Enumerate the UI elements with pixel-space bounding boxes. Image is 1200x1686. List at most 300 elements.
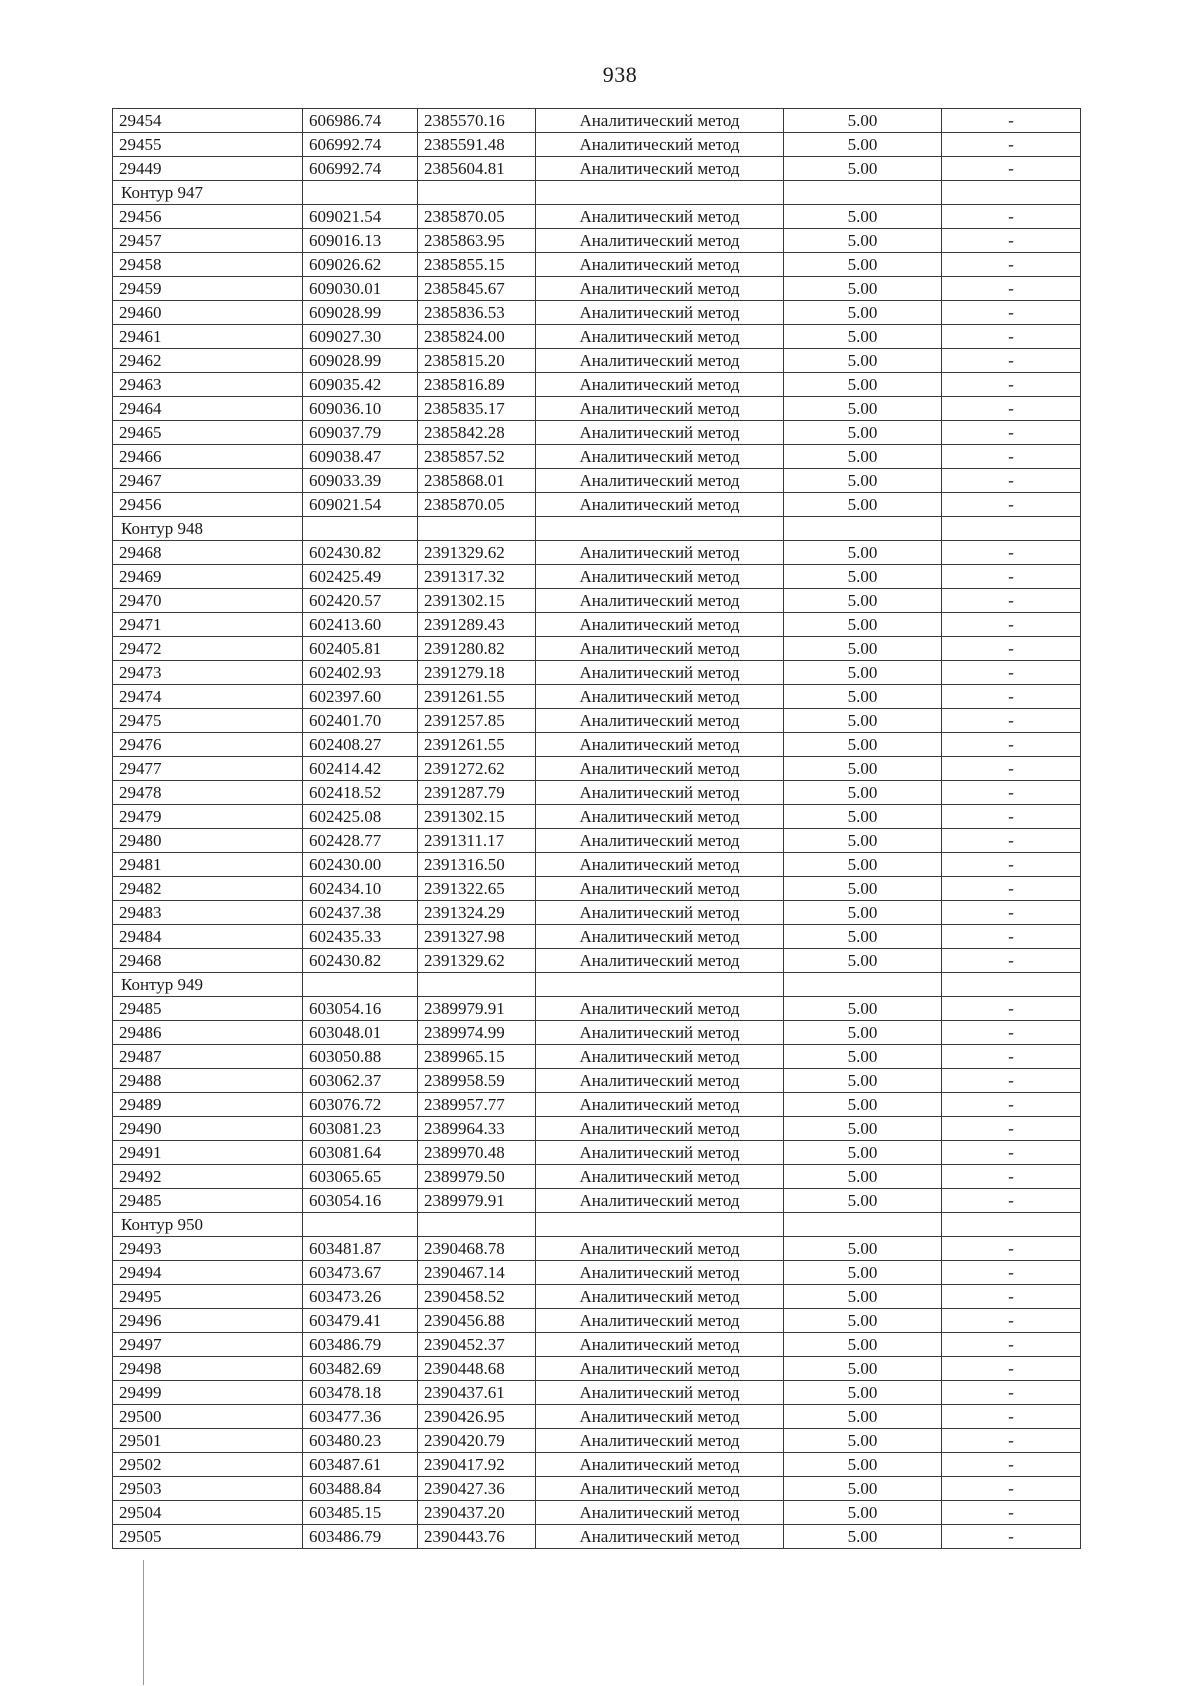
accuracy-cell: 5.00 [784,733,942,757]
accuracy-cell: 5.00 [784,949,942,973]
x-coordinate-cell: 602435.33 [303,925,418,949]
description-cell: - [942,229,1081,253]
description-cell: - [942,1069,1081,1093]
method-cell: Аналитический метод [536,1357,784,1381]
method-cell: Аналитический метод [536,829,784,853]
method-cell: Аналитический метод [536,277,784,301]
point-id-cell: 29474 [113,685,303,709]
description-cell: - [942,373,1081,397]
y-coordinate-cell: 2385824.00 [418,325,536,349]
table-row [113,1069,1081,1093]
method-cell: Аналитический метод [536,1261,784,1285]
x-coordinate-cell: 603054.16 [303,1189,418,1213]
table-row [113,1237,1081,1261]
description-cell: - [942,997,1081,1021]
point-id-cell: 29495 [113,1285,303,1309]
method-cell: Аналитический метод [536,1021,784,1045]
description-cell: - [942,685,1081,709]
method-cell: Аналитический метод [536,877,784,901]
table-row [113,1405,1081,1429]
y-coordinate-cell: 2389958.59 [418,1069,536,1093]
accuracy-cell: 5.00 [784,325,942,349]
point-id-cell: 29473 [113,661,303,685]
x-coordinate-cell: 606992.74 [303,157,418,181]
table-row [113,1285,1081,1309]
empty-cell [942,973,1081,997]
point-id-cell: 29480 [113,829,303,853]
description-cell: - [942,1165,1081,1189]
accuracy-cell: 5.00 [784,1357,942,1381]
accuracy-cell: 5.00 [784,637,942,661]
table-row [113,421,1081,445]
method-cell: Аналитический метод [536,157,784,181]
accuracy-cell: 5.00 [784,781,942,805]
y-coordinate-cell: 2385845.67 [418,277,536,301]
table-row [113,1525,1081,1549]
table-row [113,1333,1081,1357]
table-row [113,1189,1081,1213]
description-cell: - [942,133,1081,157]
description-cell: - [942,1525,1081,1549]
empty-cell [942,517,1081,541]
point-id-cell: 29462 [113,349,303,373]
y-coordinate-cell: 2391287.79 [418,781,536,805]
point-id-cell: 29501 [113,1429,303,1453]
method-cell: Аналитический метод [536,1381,784,1405]
accuracy-cell: 5.00 [784,205,942,229]
method-cell: Аналитический метод [536,229,784,253]
contour-label: Контур 949 [113,973,303,997]
coordinates-table-body [113,109,1081,1549]
method-cell: Аналитический метод [536,1165,784,1189]
method-cell: Аналитический метод [536,301,784,325]
table-row [113,1357,1081,1381]
point-id-cell: 29463 [113,373,303,397]
y-coordinate-cell: 2385863.95 [418,229,536,253]
x-coordinate-cell: 609028.99 [303,349,418,373]
description-cell: - [942,1285,1081,1309]
description-cell: - [942,1261,1081,1285]
method-cell: Аналитический метод [536,1405,784,1429]
y-coordinate-cell: 2389957.77 [418,1093,536,1117]
method-cell: Аналитический метод [536,661,784,685]
y-coordinate-cell: 2389979.91 [418,997,536,1021]
x-coordinate-cell: 603481.87 [303,1237,418,1261]
accuracy-cell: 5.00 [784,685,942,709]
table-row [113,1165,1081,1189]
description-cell: - [942,541,1081,565]
method-cell: Аналитический метод [536,805,784,829]
point-id-cell: 29484 [113,925,303,949]
y-coordinate-cell: 2391316.50 [418,853,536,877]
y-coordinate-cell: 2385815.20 [418,349,536,373]
accuracy-cell: 5.00 [784,997,942,1021]
accuracy-cell: 5.00 [784,397,942,421]
accuracy-cell: 5.00 [784,1189,942,1213]
accuracy-cell: 5.00 [784,253,942,277]
table-row [113,325,1081,349]
description-cell: - [942,1381,1081,1405]
y-coordinate-cell: 2391257.85 [418,709,536,733]
description-cell: - [942,709,1081,733]
x-coordinate-cell: 602402.93 [303,661,418,685]
table-row [113,877,1081,901]
method-cell: Аналитический метод [536,733,784,757]
description-cell: - [942,877,1081,901]
description-cell: - [942,469,1081,493]
page-number: 938 [602,62,638,87]
point-id-cell: 29491 [113,1141,303,1165]
method-cell: Аналитический метод [536,997,784,1021]
accuracy-cell: 5.00 [784,805,942,829]
point-id-cell: 29470 [113,589,303,613]
empty-cell [784,517,942,541]
method-cell: Аналитический метод [536,685,784,709]
accuracy-cell: 5.00 [784,1237,942,1261]
description-cell: - [942,397,1081,421]
contour-header-row [113,973,1081,997]
description-cell: - [942,637,1081,661]
method-cell: Аналитический метод [536,349,784,373]
method-cell: Аналитический метод [536,1501,784,1525]
x-coordinate-cell: 603054.16 [303,997,418,1021]
table-row [113,613,1081,637]
x-coordinate-cell: 603479.41 [303,1309,418,1333]
accuracy-cell: 5.00 [784,1069,942,1093]
x-coordinate-cell: 609027.30 [303,325,418,349]
description-cell: - [942,565,1081,589]
method-cell: Аналитический метод [536,253,784,277]
table-row [113,1261,1081,1285]
description-cell: - [942,1021,1081,1045]
description-cell: - [942,301,1081,325]
method-cell: Аналитический метод [536,709,784,733]
accuracy-cell: 5.00 [784,373,942,397]
description-cell: - [942,421,1081,445]
table-row [113,997,1081,1021]
y-coordinate-cell: 2390443.76 [418,1525,536,1549]
accuracy-cell: 5.00 [784,565,942,589]
y-coordinate-cell: 2390456.88 [418,1309,536,1333]
accuracy-cell: 5.00 [784,661,942,685]
y-coordinate-cell: 2391261.55 [418,685,536,709]
y-coordinate-cell: 2385816.89 [418,373,536,397]
table-row [113,1429,1081,1453]
x-coordinate-cell: 603477.36 [303,1405,418,1429]
point-id-cell: 29492 [113,1165,303,1189]
contour-header-row [113,517,1081,541]
y-coordinate-cell: 2391289.43 [418,613,536,637]
point-id-cell: 29493 [113,1237,303,1261]
point-id-cell: 29466 [113,445,303,469]
table-row [113,781,1081,805]
x-coordinate-cell: 609021.54 [303,205,418,229]
y-coordinate-cell: 2385835.17 [418,397,536,421]
description-cell: - [942,1333,1081,1357]
accuracy-cell: 5.00 [784,853,942,877]
y-coordinate-cell: 2390467.14 [418,1261,536,1285]
x-coordinate-cell: 602430.82 [303,949,418,973]
description-cell: - [942,157,1081,181]
table-row [113,133,1081,157]
method-cell: Аналитический метод [536,757,784,781]
accuracy-cell: 5.00 [784,1117,942,1141]
empty-cell [303,1213,418,1237]
coordinates-table [112,108,1081,1549]
table-row [113,397,1081,421]
x-coordinate-cell: 609026.62 [303,253,418,277]
method-cell: Аналитический метод [536,397,784,421]
table-row [113,949,1081,973]
y-coordinate-cell: 2391317.32 [418,565,536,589]
accuracy-cell: 5.00 [784,469,942,493]
y-coordinate-cell: 2391261.55 [418,733,536,757]
y-coordinate-cell: 2391327.98 [418,925,536,949]
table-row [113,1093,1081,1117]
accuracy-cell: 5.00 [784,901,942,925]
accuracy-cell: 5.00 [784,277,942,301]
point-id-cell: 29456 [113,205,303,229]
accuracy-cell: 5.00 [784,1261,942,1285]
description-cell: - [942,1237,1081,1261]
accuracy-cell: 5.00 [784,1429,942,1453]
y-coordinate-cell: 2390458.52 [418,1285,536,1309]
description-cell: - [942,613,1081,637]
y-coordinate-cell: 2385570.16 [418,109,536,133]
x-coordinate-cell: 603473.67 [303,1261,418,1285]
table-row [113,229,1081,253]
x-coordinate-cell: 603485.15 [303,1501,418,1525]
description-cell: - [942,757,1081,781]
description-cell: - [942,829,1081,853]
y-coordinate-cell: 2390452.37 [418,1333,536,1357]
x-coordinate-cell: 603048.01 [303,1021,418,1045]
accuracy-cell: 5.00 [784,445,942,469]
point-id-cell: 29502 [113,1453,303,1477]
x-coordinate-cell: 603488.84 [303,1477,418,1501]
method-cell: Аналитический метод [536,613,784,637]
y-coordinate-cell: 2390437.61 [418,1381,536,1405]
y-coordinate-cell: 2385868.01 [418,469,536,493]
description-cell: - [942,1309,1081,1333]
y-coordinate-cell: 2385604.81 [418,157,536,181]
accuracy-cell: 5.00 [784,1141,942,1165]
accuracy-cell: 5.00 [784,229,942,253]
method-cell: Аналитический метод [536,1141,784,1165]
table-row [113,805,1081,829]
point-id-cell: 29494 [113,1261,303,1285]
accuracy-cell: 5.00 [784,613,942,637]
y-coordinate-cell: 2390420.79 [418,1429,536,1453]
x-coordinate-cell: 603480.23 [303,1429,418,1453]
y-coordinate-cell: 2389979.91 [418,1189,536,1213]
accuracy-cell: 5.00 [784,133,942,157]
description-cell: - [942,1093,1081,1117]
table-row [113,685,1081,709]
x-coordinate-cell: 603076.72 [303,1093,418,1117]
x-coordinate-cell: 602397.60 [303,685,418,709]
table-row [113,901,1081,925]
accuracy-cell: 5.00 [784,925,942,949]
description-cell: - [942,589,1081,613]
point-id-cell: 29458 [113,253,303,277]
y-coordinate-cell: 2390426.95 [418,1405,536,1429]
y-coordinate-cell: 2391302.15 [418,805,536,829]
empty-cell [784,181,942,205]
accuracy-cell: 5.00 [784,1309,942,1333]
y-coordinate-cell: 2385870.05 [418,493,536,517]
x-coordinate-cell: 603050.88 [303,1045,418,1069]
point-id-cell: 29485 [113,1189,303,1213]
table-row [113,853,1081,877]
method-cell: Аналитический метод [536,925,784,949]
y-coordinate-cell: 2385857.52 [418,445,536,469]
point-id-cell: 29459 [113,277,303,301]
accuracy-cell: 5.00 [784,1093,942,1117]
accuracy-cell: 5.00 [784,709,942,733]
accuracy-cell: 5.00 [784,301,942,325]
x-coordinate-cell: 609035.42 [303,373,418,397]
x-coordinate-cell: 609038.47 [303,445,418,469]
table-row [113,205,1081,229]
empty-cell [418,1213,536,1237]
accuracy-cell: 5.00 [784,349,942,373]
table-row [113,109,1081,133]
table-row [113,373,1081,397]
x-coordinate-cell: 602414.42 [303,757,418,781]
description-cell: - [942,109,1081,133]
y-coordinate-cell: 2389965.15 [418,1045,536,1069]
table-row [113,589,1081,613]
method-cell: Аналитический метод [536,1069,784,1093]
empty-cell [303,517,418,541]
table-row [113,1117,1081,1141]
table-row [113,1045,1081,1069]
x-coordinate-cell: 603486.79 [303,1333,418,1357]
table-row [113,733,1081,757]
contour-header-row [113,1213,1081,1237]
contour-label: Контур 947 [113,181,303,205]
y-coordinate-cell: 2391280.82 [418,637,536,661]
x-coordinate-cell: 609028.99 [303,301,418,325]
point-id-cell: 29499 [113,1381,303,1405]
table-row [113,1477,1081,1501]
point-id-cell: 29486 [113,1021,303,1045]
table-row [113,445,1081,469]
method-cell: Аналитический метод [536,541,784,565]
y-coordinate-cell: 2391279.18 [418,661,536,685]
accuracy-cell: 5.00 [784,1501,942,1525]
table-row [113,1501,1081,1525]
description-cell: - [942,1357,1081,1381]
method-cell: Аналитический метод [536,421,784,445]
table-row [113,493,1081,517]
description-cell: - [942,1501,1081,1525]
method-cell: Аналитический метод [536,109,784,133]
method-cell: Аналитический метод [536,133,784,157]
description-cell: - [942,853,1081,877]
description-cell: - [942,1453,1081,1477]
x-coordinate-cell: 603065.65 [303,1165,418,1189]
y-coordinate-cell: 2391329.62 [418,949,536,973]
y-coordinate-cell: 2385870.05 [418,205,536,229]
x-coordinate-cell: 603486.79 [303,1525,418,1549]
table-row [113,301,1081,325]
table-row [113,157,1081,181]
x-coordinate-cell: 602420.57 [303,589,418,613]
point-id-cell: 29472 [113,637,303,661]
point-id-cell: 29456 [113,493,303,517]
description-cell: - [942,925,1081,949]
point-id-cell: 29469 [113,565,303,589]
method-cell: Аналитический метод [536,589,784,613]
x-coordinate-cell: 609030.01 [303,277,418,301]
x-coordinate-cell: 609021.54 [303,493,418,517]
method-cell: Аналитический метод [536,1237,784,1261]
point-id-cell: 29455 [113,133,303,157]
accuracy-cell: 5.00 [784,757,942,781]
empty-cell [303,973,418,997]
y-coordinate-cell: 2390427.36 [418,1477,536,1501]
x-coordinate-cell: 602413.60 [303,613,418,637]
description-cell: - [942,349,1081,373]
accuracy-cell: 5.00 [784,1453,942,1477]
point-id-cell: 29496 [113,1309,303,1333]
empty-cell [303,181,418,205]
description-cell: - [942,277,1081,301]
accuracy-cell: 5.00 [784,109,942,133]
point-id-cell: 29490 [113,1117,303,1141]
contour-label: Контур 948 [113,517,303,541]
point-id-cell: 29457 [113,229,303,253]
table-row [113,1021,1081,1045]
y-coordinate-cell: 2390448.68 [418,1357,536,1381]
point-id-cell: 29449 [113,157,303,181]
method-cell: Аналитический метод [536,1093,784,1117]
y-coordinate-cell: 2391311.17 [418,829,536,853]
point-id-cell: 29464 [113,397,303,421]
point-id-cell: 29461 [113,325,303,349]
y-coordinate-cell: 2391302.15 [418,589,536,613]
y-coordinate-cell: 2385591.48 [418,133,536,157]
description-cell: - [942,661,1081,685]
description-cell: - [942,901,1081,925]
y-coordinate-cell: 2389964.33 [418,1117,536,1141]
table-row [113,565,1081,589]
x-coordinate-cell: 609037.79 [303,421,418,445]
method-cell: Аналитический метод [536,1429,784,1453]
x-coordinate-cell: 609036.10 [303,397,418,421]
x-coordinate-cell: 606992.74 [303,133,418,157]
y-coordinate-cell: 2390417.92 [418,1453,536,1477]
table-row [113,709,1081,733]
x-coordinate-cell: 602425.49 [303,565,418,589]
accuracy-cell: 5.00 [784,541,942,565]
accuracy-cell: 5.00 [784,1045,942,1069]
empty-cell [418,973,536,997]
accuracy-cell: 5.00 [784,1381,942,1405]
table-row [113,1381,1081,1405]
x-coordinate-cell: 602437.38 [303,901,418,925]
y-coordinate-cell: 2390468.78 [418,1237,536,1261]
x-coordinate-cell: 603062.37 [303,1069,418,1093]
method-cell: Аналитический метод [536,1453,784,1477]
point-id-cell: 29500 [113,1405,303,1429]
table-row [113,469,1081,493]
description-cell: - [942,781,1081,805]
point-id-cell: 29468 [113,541,303,565]
method-cell: Аналитический метод [536,1333,784,1357]
